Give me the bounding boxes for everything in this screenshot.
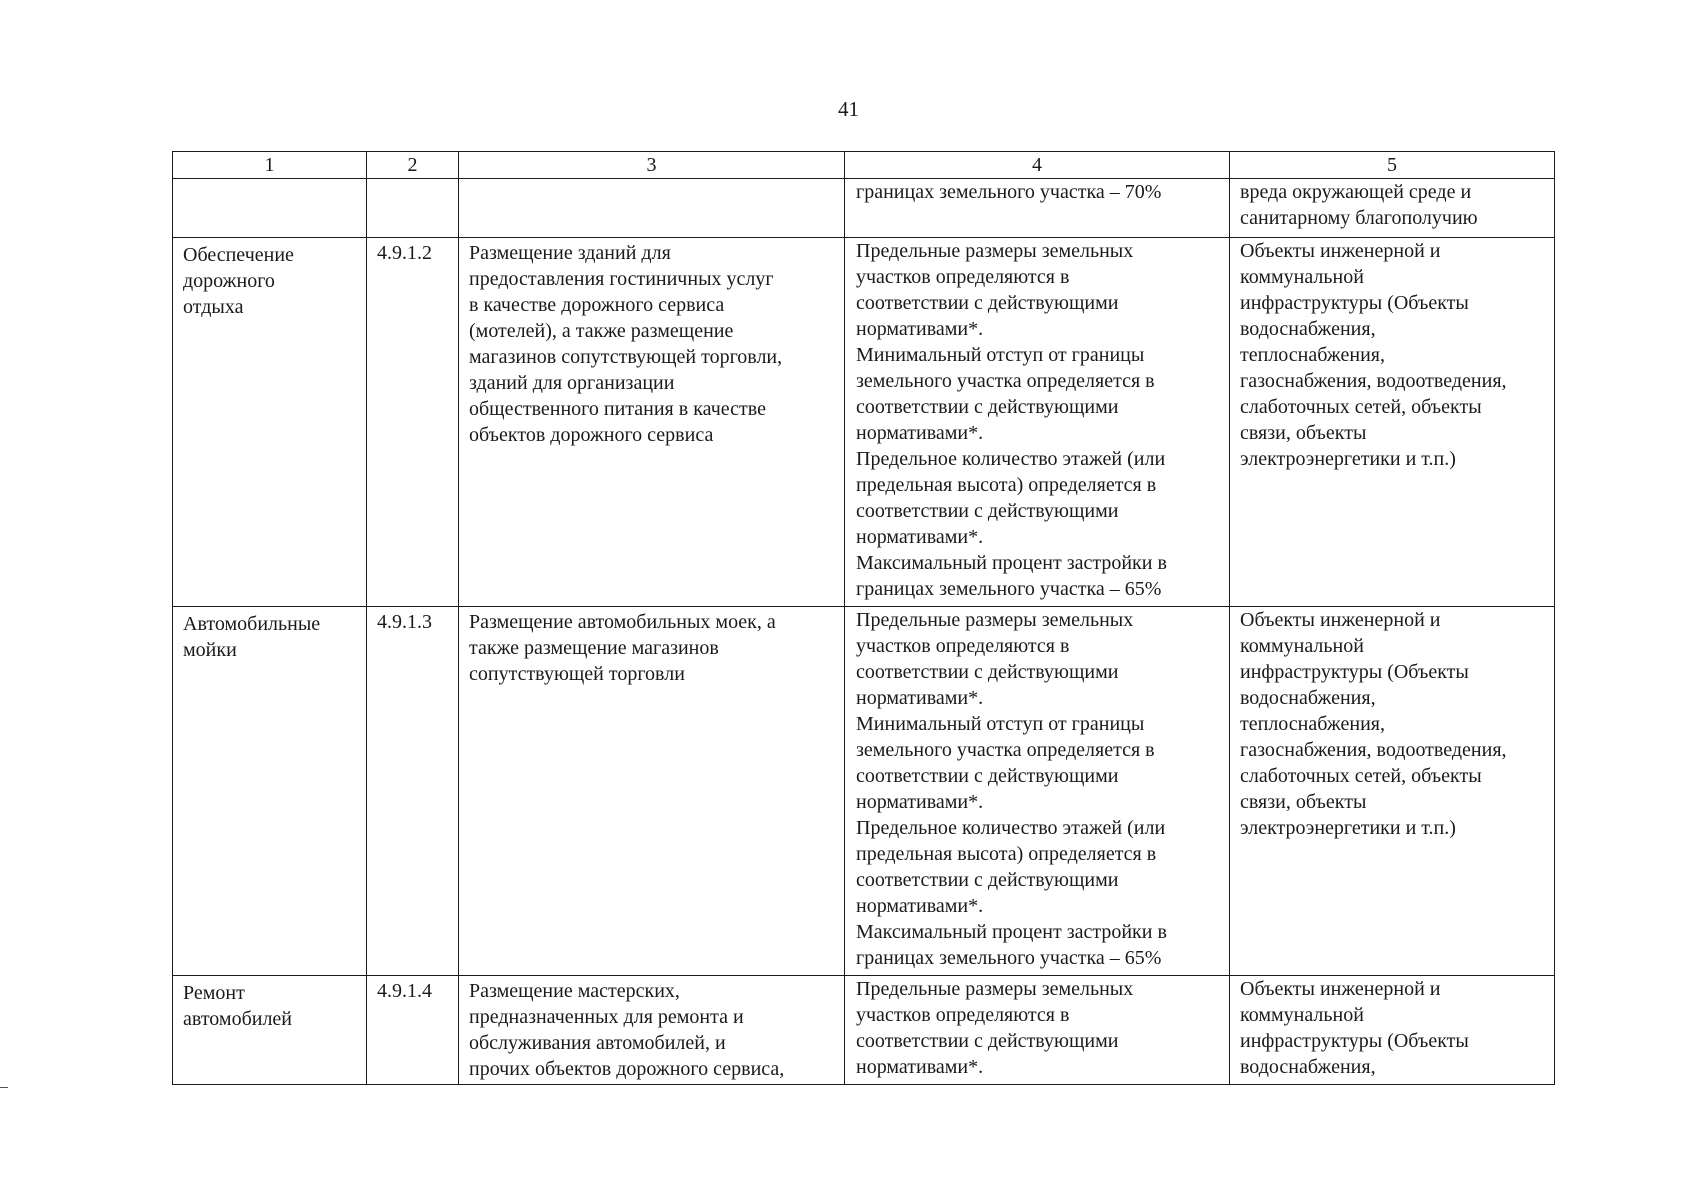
use-name-cell: Ремонт автомобилей (173, 976, 367, 1085)
use-code-cell (367, 179, 459, 238)
table-header-row (173, 152, 1555, 179)
use-code-cell: 4.9.1.2 (367, 238, 459, 607)
parameters-cell: Предельные размеры земельных участков определяются в соответствии с действующими нормативами*. (845, 976, 1230, 1085)
use-description-cell (459, 179, 845, 238)
column-header: 4 (845, 152, 1230, 179)
use-code-cell: 4.9.1.4 (367, 976, 459, 1085)
column-header: 5 (1230, 152, 1555, 179)
use-description-cell: Размещение мастерских, предназначенных для ремонта и обслуживания автомобилей, и прочих объектов дорожного сервиса, (459, 976, 845, 1085)
column-header: 2 (367, 152, 459, 179)
column-header: 1 (173, 152, 367, 179)
use-code-cell: 4.9.1.3 (367, 607, 459, 976)
table-row (173, 238, 1555, 607)
table-row (173, 179, 1555, 238)
restrictions-cell: Объекты инженерной и коммунальной инфраструктуры (Объекты водоснабжения, теплоснабжения, газоснабжения, водоотведения, слаботочных сетей, объекты связи, объекты электроэнергетики и т.п.) (1230, 607, 1555, 976)
use-name-cell: Автомобильные мойки (173, 607, 367, 976)
restrictions-cell: Объекты инженерной и коммунальной инфраструктуры (Объекты водоснабжения, теплоснабжения, газоснабжения, водоотведения, слаботочных сетей, объекты связи, объекты электроэнергетики и т.п.) (1230, 238, 1555, 607)
use-description-cell: Размещение автомобильных моек, а также размещение магазинов сопутствующей торговли (459, 607, 845, 976)
table-row (173, 607, 1555, 976)
restrictions-cell: вреда окружающей среде и санитарному благополучию (1230, 179, 1555, 238)
parameters-cell: Предельные размеры земельных участков определяются в соответствии с действующими нормативами*. Минимальный отступ от границы земельного участка определяется в соответствии с действующими нормативами*. Предельное количество этажей (или предельная высота) определяется в соответствии с действующими нормативами*. Максимальный процент застройки в границах земельного участка – 65% (845, 607, 1230, 976)
use-name-cell (173, 179, 367, 238)
use-description-cell: Размещение зданий для предоставления гостиничных услуг в качестве дорожного сервиса (мотелей), а также размещение магазинов сопутствующей торговли, зданий для организации общественного питания в качестве объектов дорожного сервиса (459, 238, 845, 607)
table-row (173, 976, 1555, 1085)
scan-edge-mark (0, 1087, 8, 1088)
restrictions-cell: Объекты инженерной и коммунальной инфраструктуры (Объекты водоснабжения, (1230, 976, 1555, 1085)
page-number: 41 (838, 97, 859, 121)
use-name-cell: Обеспечение дорожного отдыха (173, 238, 367, 607)
parameters-cell: границах земельного участка – 70% (845, 179, 1230, 238)
parameters-cell: Предельные размеры земельных участков определяются в соответствии с действующими нормативами*. Минимальный отступ от границы земельного участка определяется в соответствии с действующими нормативами*. Предельное количество этажей (или предельная высота) определяется в соответствии с действующими нормативами*. Максимальный процент застройки в границах земельного участка – 65% (845, 238, 1230, 607)
column-header: 3 (459, 152, 845, 179)
land-use-table (172, 151, 1555, 1085)
